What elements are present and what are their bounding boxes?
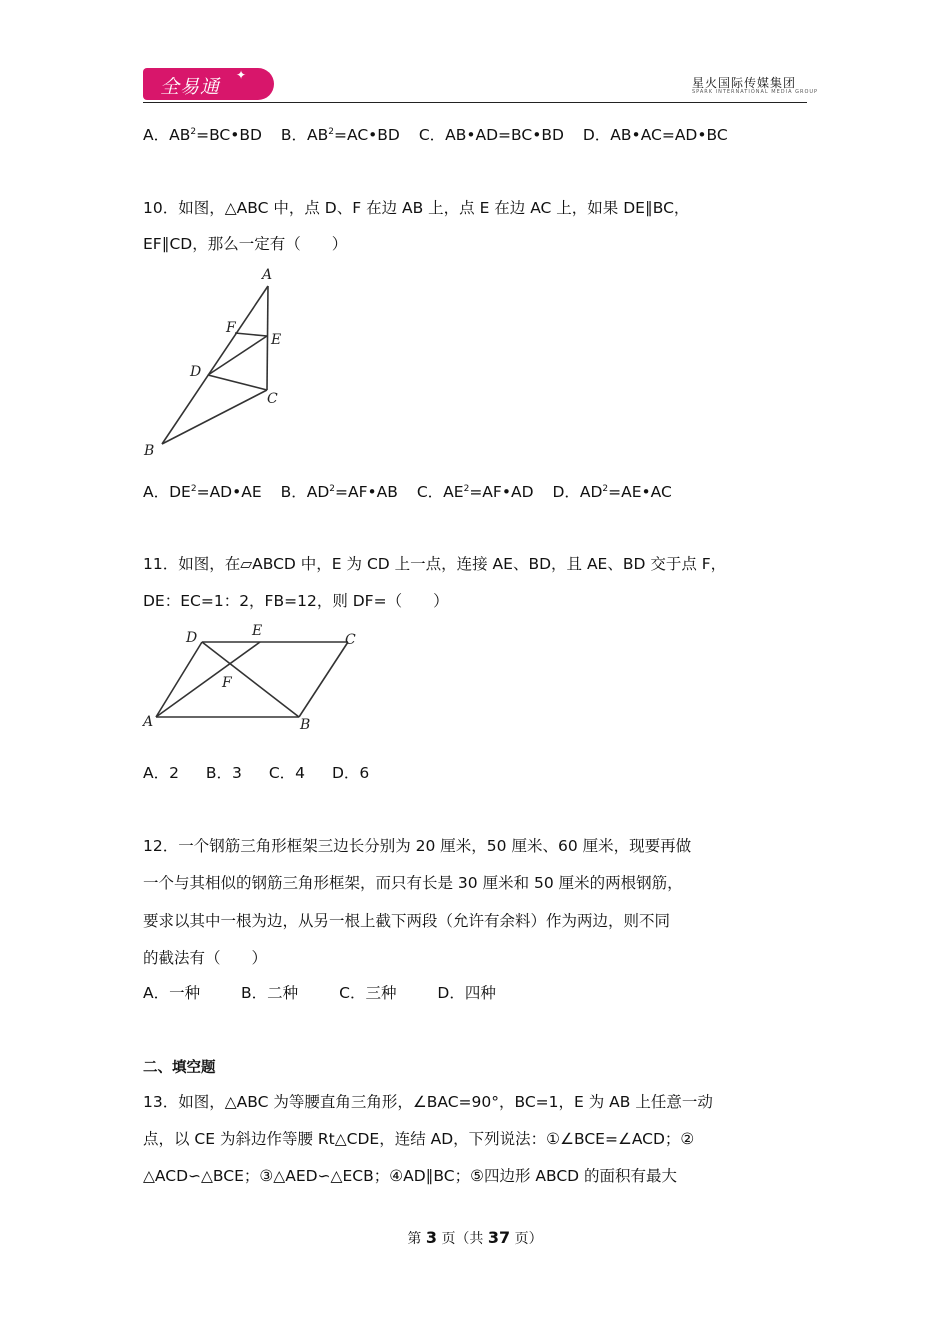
q10-label-f: F: [226, 320, 236, 336]
q9-option-b: B．$AB^2=AC•BD$: [280, 126, 400, 144]
q9-option-c: C．AB•AD=BC•BD: [418, 126, 564, 144]
section-title-fill-in: 二、填空题: [143, 1060, 216, 1076]
q10-triangle-figure: [140, 262, 300, 462]
q12-option-b: B．二种: [241, 984, 299, 1002]
footer-prefix: 第: [407, 1231, 422, 1247]
brand-subtitle: SPARK INTERNATIONAL MEDIA GROUP: [692, 89, 819, 95]
q9-option-a: A．$AB^2=BC•BD$: [143, 126, 262, 144]
q10-label-d: D: [190, 364, 202, 380]
q10-edge-ac: [267, 286, 268, 390]
q11-label-c: C: [345, 632, 356, 648]
q13-stem-line2: 点，以 CE 为斜边作等腰 Rt△CDE，连结 AD，下列说法：①∠BCE=∠ACD；②: [143, 1130, 695, 1148]
q10-option-d: D．$AD^2=AE•AC$: [552, 483, 672, 501]
q12-option-a: A．一种: [143, 984, 201, 1002]
page-footer: [0, 1228, 950, 1248]
q10-label-c: C: [267, 391, 278, 407]
q11-label-d: D: [186, 630, 198, 646]
footer-total-pages: 37: [487, 1228, 511, 1247]
q12-option-c: C．三种: [339, 984, 397, 1002]
q11-label-f: F: [222, 675, 232, 691]
q11-diagonal-bd: [202, 642, 299, 717]
q11-label-e: E: [252, 623, 263, 639]
q9-option-d: D．AB•AC=AD•BC: [582, 126, 728, 144]
footer-page-number: 3: [425, 1228, 437, 1247]
q10-label-b: B: [144, 443, 155, 459]
q11-label-a: A: [143, 714, 154, 730]
q9-options: [143, 125, 742, 145]
logo-text: 全易通: [160, 76, 221, 98]
q10-stem-line2: EF∥CD，那么一定有（ ）: [143, 235, 348, 253]
q11-edge-bc: [299, 642, 348, 717]
q10-option-a: A．$DE^2=AD•AE$: [143, 483, 262, 501]
q13-stem-line3: △ACD∽△BCE；③△AED∽△ECB；④AD∥BC；⑤四边形 ABCD 的面积有最大: [143, 1167, 678, 1185]
q10-option-b: B．$AD^2=AF•AB$: [280, 483, 398, 501]
q11-stem-line1: 11．如图，在▱ABCD 中，E 为 CD 上一点，连接 AE、BD，且 AE、BD 交于点 F，: [143, 555, 727, 573]
q10-label-a: A: [262, 267, 273, 283]
q10-option-c: C．$AE^2=AF•AD$: [416, 483, 534, 501]
q10-segment-dc: [208, 375, 267, 390]
q12-stem-line1: 12．一个钢筋三角形框架三边长分别为 20 厘米，50 厘米、60 厘米，现要再做: [143, 837, 692, 855]
footer-suffix: 页）: [514, 1231, 543, 1247]
q11-segment-ae: [156, 642, 260, 717]
q11-options: [143, 763, 383, 783]
q11-option-c: C．4: [268, 764, 306, 782]
brand-name: 星火国际传媒集团: [692, 76, 797, 90]
q10-segment-de: [208, 336, 267, 375]
q10-stem-line1: 10．如图，△ABC 中，点 D、F 在边 AB 上，点 E 在边 AC 上，如果 DE∥BC，: [143, 199, 690, 217]
q11-option-a: A．2: [143, 764, 179, 782]
q12-stem-line4: 的截法有（ ）: [143, 949, 268, 967]
q10-options: [143, 482, 686, 502]
q12-options: [143, 983, 496, 1003]
q10-edge-ab: [162, 286, 268, 444]
q11-option-d: D．6: [331, 764, 370, 782]
q12-stem-line3: 要求以其中一根为边，从另一根上截下两段（允许有余料）作为两边，则不同: [143, 912, 671, 930]
q11-option-b: B．3: [205, 764, 242, 782]
q11-stem-line2: DE：EC=1：2，FB=12，则 DF=（ ）: [143, 592, 449, 610]
q13-stem-line1: 13．如图，△ABC 为等腰直角三角形，∠BAC=90°，BC=1，E 为 AB 上任意一动: [143, 1093, 713, 1111]
q12-stem-line2: 一个与其相似的钢筋三角形框架，而只有长是 30 厘米和 50 厘米的两根钢筋，: [143, 874, 683, 892]
footer-middle: 页（共: [441, 1231, 484, 1247]
header-divider: [143, 102, 807, 103]
q12-option-d: D．四种: [437, 984, 496, 1002]
q11-label-b: B: [300, 717, 311, 733]
q11-edge-ad: [156, 642, 202, 717]
q10-segment-fe: [235, 333, 267, 336]
logo-star-icon: ✦: [236, 68, 247, 82]
q11-parallelogram-figure: [140, 618, 370, 736]
q10-edge-bc: [162, 390, 267, 444]
q10-label-e: E: [271, 332, 282, 348]
